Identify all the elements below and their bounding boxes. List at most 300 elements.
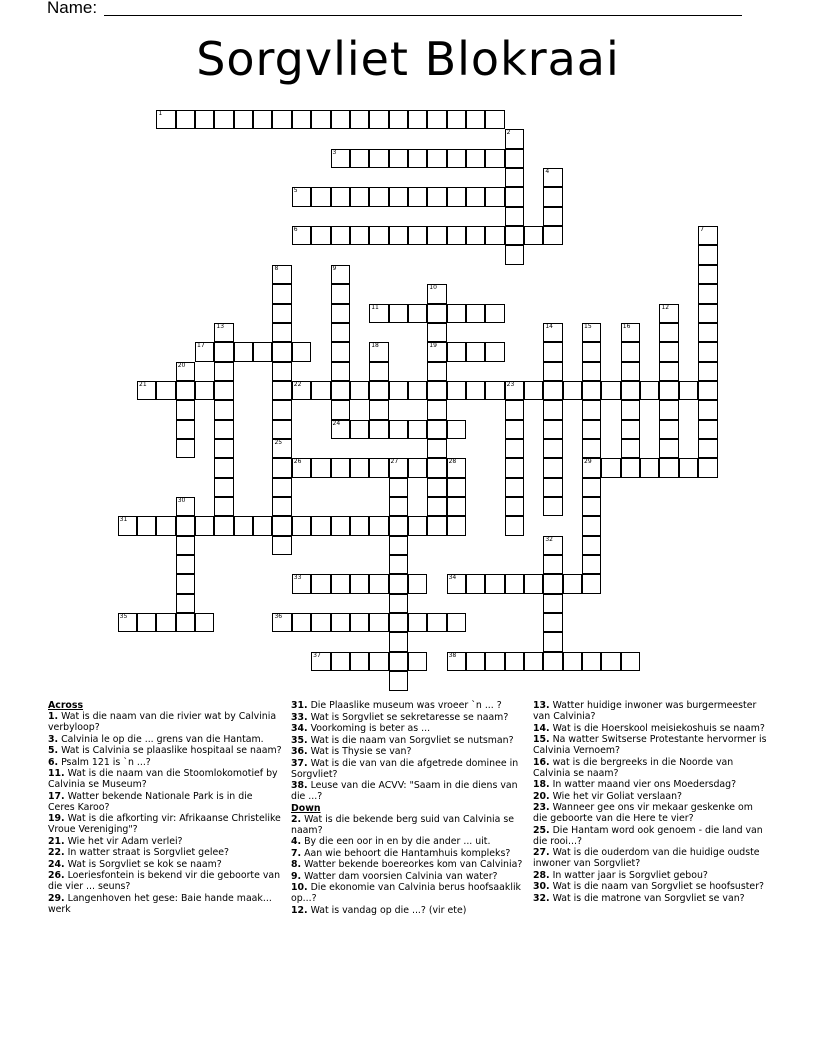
grid-cell[interactable]: [466, 304, 485, 323]
grid-cell[interactable]: [698, 439, 717, 458]
grid-cell[interactable]: [524, 226, 543, 245]
grid-cell[interactable]: [582, 362, 601, 381]
grid-cell[interactable]: [331, 420, 350, 439]
grid-cell[interactable]: [427, 497, 446, 516]
grid-cell[interactable]: [659, 342, 678, 361]
grid-cell[interactable]: [427, 304, 446, 323]
grid-cell[interactable]: [137, 516, 156, 535]
grid-cell[interactable]: [176, 555, 195, 574]
grid-cell[interactable]: [311, 187, 330, 206]
grid-cell[interactable]: [582, 478, 601, 497]
grid-cell[interactable]: [369, 381, 388, 400]
grid-cell[interactable]: [543, 555, 562, 574]
grid-cell[interactable]: [427, 284, 446, 303]
grid-cell[interactable]: [659, 420, 678, 439]
grid-cell[interactable]: [176, 497, 195, 516]
grid-cell[interactable]: [389, 574, 408, 593]
grid-cell[interactable]: [543, 362, 562, 381]
grid-cell[interactable]: [195, 613, 214, 632]
grid-cell[interactable]: [156, 613, 175, 632]
grid-cell[interactable]: [331, 187, 350, 206]
grid-cell[interactable]: [698, 304, 717, 323]
grid-cell[interactable]: [505, 149, 524, 168]
grid-cell[interactable]: [272, 265, 291, 284]
grid-cell[interactable]: [350, 149, 369, 168]
grid-cell[interactable]: [176, 439, 195, 458]
grid-cell[interactable]: [331, 574, 350, 593]
grid-cell[interactable]: [118, 613, 137, 632]
grid-cell[interactable]: [311, 458, 330, 477]
grid-cell[interactable]: [427, 362, 446, 381]
grid-cell[interactable]: [292, 342, 311, 361]
grid-cell[interactable]: [369, 304, 388, 323]
grid-cell[interactable]: [176, 574, 195, 593]
grid-cell[interactable]: [659, 458, 678, 477]
grid-cell[interactable]: [369, 574, 388, 593]
grid-cell[interactable]: [176, 613, 195, 632]
grid-cell[interactable]: [621, 458, 640, 477]
grid-cell[interactable]: [369, 187, 388, 206]
grid-cell[interactable]: [698, 245, 717, 264]
grid-cell[interactable]: [118, 516, 137, 535]
grid-cell[interactable]: [214, 110, 233, 129]
grid-cell[interactable]: [214, 342, 233, 361]
grid-cell[interactable]: [427, 478, 446, 497]
grid-cell[interactable]: [331, 284, 350, 303]
grid-cell[interactable]: [427, 458, 446, 477]
grid-cell[interactable]: [214, 420, 233, 439]
grid-cell[interactable]: [389, 149, 408, 168]
grid-cell[interactable]: [292, 574, 311, 593]
grid-cell[interactable]: [369, 362, 388, 381]
grid-cell[interactable]: [234, 110, 253, 129]
grid-cell[interactable]: [582, 497, 601, 516]
grid-cell[interactable]: [214, 516, 233, 535]
grid-cell[interactable]: [369, 226, 388, 245]
grid-cell[interactable]: [543, 323, 562, 342]
grid-cell[interactable]: [659, 362, 678, 381]
grid-cell[interactable]: [427, 110, 446, 129]
grid-cell[interactable]: [505, 497, 524, 516]
grid-cell[interactable]: [272, 497, 291, 516]
grid-cell[interactable]: [311, 110, 330, 129]
grid-cell[interactable]: [524, 574, 543, 593]
grid-cell[interactable]: [427, 323, 446, 342]
grid-cell[interactable]: [331, 400, 350, 419]
grid-cell[interactable]: [427, 400, 446, 419]
grid-cell[interactable]: [234, 342, 253, 361]
grid-cell[interactable]: [447, 497, 466, 516]
grid-cell[interactable]: [331, 226, 350, 245]
grid-cell[interactable]: [272, 323, 291, 342]
grid-cell[interactable]: [389, 110, 408, 129]
grid-cell[interactable]: [389, 304, 408, 323]
grid-cell[interactable]: [311, 381, 330, 400]
grid-cell[interactable]: [389, 632, 408, 651]
grid-cell[interactable]: [543, 652, 562, 671]
grid-cell[interactable]: [505, 439, 524, 458]
grid-cell[interactable]: [331, 110, 350, 129]
grid-cell[interactable]: [214, 400, 233, 419]
grid-cell[interactable]: [505, 420, 524, 439]
grid-cell[interactable]: [176, 594, 195, 613]
grid-cell[interactable]: [505, 226, 524, 245]
grid-cell[interactable]: [447, 342, 466, 361]
grid-cell[interactable]: [408, 187, 427, 206]
grid-cell[interactable]: [214, 458, 233, 477]
grid-cell[interactable]: [176, 110, 195, 129]
grid-cell[interactable]: [156, 110, 175, 129]
grid-cell[interactable]: [543, 536, 562, 555]
grid-cell[interactable]: [466, 381, 485, 400]
grid-cell[interactable]: [447, 420, 466, 439]
grid-cell[interactable]: [408, 613, 427, 632]
grid-cell[interactable]: [698, 381, 717, 400]
grid-cell[interactable]: [466, 187, 485, 206]
grid-cell[interactable]: [505, 168, 524, 187]
grid-cell[interactable]: [389, 671, 408, 690]
grid-cell[interactable]: [543, 420, 562, 439]
grid-cell[interactable]: [408, 381, 427, 400]
grid-cell[interactable]: [427, 342, 446, 361]
grid-cell[interactable]: [214, 478, 233, 497]
grid-cell[interactable]: [331, 265, 350, 284]
grid-cell[interactable]: [350, 226, 369, 245]
grid-cell[interactable]: [369, 458, 388, 477]
grid-cell[interactable]: [272, 110, 291, 129]
grid-cell[interactable]: [582, 381, 601, 400]
grid-cell[interactable]: [253, 516, 272, 535]
grid-cell[interactable]: [485, 110, 504, 129]
grid-cell[interactable]: [640, 381, 659, 400]
grid-cell[interactable]: [350, 187, 369, 206]
grid-cell[interactable]: [292, 381, 311, 400]
grid-cell[interactable]: [350, 652, 369, 671]
grid-cell[interactable]: [698, 265, 717, 284]
grid-cell[interactable]: [176, 381, 195, 400]
grid-cell[interactable]: [582, 342, 601, 361]
grid-cell[interactable]: [331, 652, 350, 671]
grid-cell[interactable]: [447, 381, 466, 400]
grid-cell[interactable]: [447, 613, 466, 632]
grid-cell[interactable]: [389, 497, 408, 516]
grid-cell[interactable]: [311, 516, 330, 535]
grid-cell[interactable]: [427, 149, 446, 168]
grid-cell[interactable]: [679, 381, 698, 400]
grid-cell[interactable]: [350, 516, 369, 535]
grid-cell[interactable]: [331, 342, 350, 361]
grid-cell[interactable]: [621, 420, 640, 439]
grid-cell[interactable]: [176, 362, 195, 381]
grid-cell[interactable]: [253, 110, 272, 129]
grid-cell[interactable]: [369, 400, 388, 419]
grid-cell[interactable]: [176, 536, 195, 555]
grid-cell[interactable]: [331, 323, 350, 342]
grid-cell[interactable]: [698, 420, 717, 439]
grid-cell[interactable]: [698, 400, 717, 419]
grid-cell[interactable]: [408, 420, 427, 439]
grid-cell[interactable]: [331, 381, 350, 400]
grid-cell[interactable]: [389, 478, 408, 497]
grid-cell[interactable]: [524, 381, 543, 400]
grid-cell[interactable]: [272, 420, 291, 439]
grid-cell[interactable]: [195, 381, 214, 400]
grid-cell[interactable]: [389, 555, 408, 574]
grid-cell[interactable]: [582, 652, 601, 671]
grid-cell[interactable]: [389, 652, 408, 671]
grid-cell[interactable]: [272, 342, 291, 361]
grid-cell[interactable]: [447, 516, 466, 535]
grid-cell[interactable]: [369, 342, 388, 361]
grid-cell[interactable]: [543, 613, 562, 632]
grid-cell[interactable]: [543, 187, 562, 206]
grid-cell[interactable]: [389, 381, 408, 400]
grid-cell[interactable]: [543, 439, 562, 458]
grid-cell[interactable]: [427, 381, 446, 400]
grid-cell[interactable]: [543, 207, 562, 226]
grid-cell[interactable]: [447, 110, 466, 129]
grid-cell[interactable]: [466, 110, 485, 129]
grid-cell[interactable]: [698, 458, 717, 477]
grid-cell[interactable]: [311, 652, 330, 671]
grid-cell[interactable]: [698, 323, 717, 342]
grid-cell[interactable]: [214, 381, 233, 400]
grid-cell[interactable]: [659, 304, 678, 323]
grid-cell[interactable]: [505, 187, 524, 206]
grid-cell[interactable]: [272, 362, 291, 381]
grid-cell[interactable]: [253, 342, 272, 361]
grid-cell[interactable]: [505, 381, 524, 400]
grid-cell[interactable]: [582, 439, 601, 458]
grid-cell[interactable]: [582, 555, 601, 574]
grid-cell[interactable]: [156, 516, 175, 535]
grid-cell[interactable]: [563, 652, 582, 671]
grid-cell[interactable]: [466, 342, 485, 361]
grid-cell[interactable]: [582, 323, 601, 342]
grid-cell[interactable]: [272, 478, 291, 497]
grid-cell[interactable]: [640, 458, 659, 477]
grid-cell[interactable]: [389, 536, 408, 555]
grid-cell[interactable]: [389, 594, 408, 613]
grid-cell[interactable]: [659, 323, 678, 342]
grid-cell[interactable]: [543, 226, 562, 245]
grid-cell[interactable]: [292, 226, 311, 245]
grid-cell[interactable]: [543, 458, 562, 477]
grid-cell[interactable]: [621, 362, 640, 381]
grid-cell[interactable]: [389, 187, 408, 206]
grid-cell[interactable]: [698, 342, 717, 361]
grid-cell[interactable]: [659, 400, 678, 419]
grid-cell[interactable]: [234, 516, 253, 535]
grid-cell[interactable]: [582, 516, 601, 535]
grid-cell[interactable]: [369, 420, 388, 439]
grid-cell[interactable]: [137, 613, 156, 632]
grid-cell[interactable]: [543, 478, 562, 497]
grid-cell[interactable]: [621, 342, 640, 361]
grid-cell[interactable]: [176, 420, 195, 439]
grid-cell[interactable]: [427, 420, 446, 439]
grid-cell[interactable]: [505, 574, 524, 593]
grid-cell[interactable]: [408, 574, 427, 593]
grid-cell[interactable]: [621, 439, 640, 458]
grid-cell[interactable]: [582, 458, 601, 477]
grid-cell[interactable]: [427, 226, 446, 245]
grid-cell[interactable]: [350, 458, 369, 477]
grid-cell[interactable]: [543, 381, 562, 400]
grid-cell[interactable]: [505, 652, 524, 671]
grid-cell[interactable]: [214, 323, 233, 342]
grid-cell[interactable]: [601, 381, 620, 400]
grid-cell[interactable]: [292, 613, 311, 632]
grid-cell[interactable]: [543, 400, 562, 419]
grid-cell[interactable]: [447, 478, 466, 497]
grid-cell[interactable]: [621, 381, 640, 400]
grid-cell[interactable]: [466, 226, 485, 245]
grid-cell[interactable]: [447, 652, 466, 671]
grid-cell[interactable]: [447, 304, 466, 323]
grid-cell[interactable]: [679, 458, 698, 477]
grid-cell[interactable]: [485, 652, 504, 671]
grid-cell[interactable]: [292, 516, 311, 535]
grid-cell[interactable]: [543, 594, 562, 613]
grid-cell[interactable]: [195, 516, 214, 535]
grid-cell[interactable]: [466, 652, 485, 671]
grid-cell[interactable]: [447, 149, 466, 168]
grid-cell[interactable]: [601, 652, 620, 671]
grid-cell[interactable]: [601, 458, 620, 477]
grid-cell[interactable]: [272, 304, 291, 323]
grid-cell[interactable]: [331, 516, 350, 535]
grid-cell[interactable]: [272, 458, 291, 477]
grid-cell[interactable]: [369, 516, 388, 535]
grid-cell[interactable]: [311, 613, 330, 632]
grid-cell[interactable]: [582, 574, 601, 593]
grid-cell[interactable]: [350, 110, 369, 129]
grid-cell[interactable]: [272, 516, 291, 535]
grid-cell[interactable]: [485, 226, 504, 245]
grid-cell[interactable]: [427, 187, 446, 206]
grid-cell[interactable]: [621, 400, 640, 419]
grid-cell[interactable]: [408, 304, 427, 323]
grid-cell[interactable]: [698, 284, 717, 303]
grid-cell[interactable]: [447, 187, 466, 206]
grid-cell[interactable]: [582, 400, 601, 419]
grid-cell[interactable]: [447, 574, 466, 593]
grid-cell[interactable]: [195, 342, 214, 361]
grid-cell[interactable]: [369, 110, 388, 129]
grid-cell[interactable]: [563, 381, 582, 400]
grid-cell[interactable]: [408, 110, 427, 129]
grid-cell[interactable]: [350, 381, 369, 400]
grid-cell[interactable]: [292, 458, 311, 477]
grid-cell[interactable]: [485, 149, 504, 168]
grid-cell[interactable]: [389, 226, 408, 245]
grid-cell[interactable]: [485, 381, 504, 400]
grid-cell[interactable]: [543, 632, 562, 651]
grid-cell[interactable]: [485, 574, 504, 593]
grid-cell[interactable]: [698, 226, 717, 245]
grid-cell[interactable]: [272, 400, 291, 419]
grid-cell[interactable]: [369, 149, 388, 168]
grid-cell[interactable]: [427, 516, 446, 535]
grid-cell[interactable]: [505, 207, 524, 226]
grid-cell[interactable]: [505, 245, 524, 264]
grid-cell[interactable]: [524, 652, 543, 671]
grid-cell[interactable]: [350, 613, 369, 632]
grid-cell[interactable]: [195, 110, 214, 129]
grid-cell[interactable]: [408, 458, 427, 477]
grid-cell[interactable]: [485, 342, 504, 361]
grid-cell[interactable]: [137, 381, 156, 400]
grid-cell[interactable]: [389, 420, 408, 439]
grid-cell[interactable]: [311, 574, 330, 593]
grid-cell[interactable]: [466, 574, 485, 593]
grid-cell[interactable]: [505, 478, 524, 497]
grid-cell[interactable]: [447, 458, 466, 477]
grid-cell[interactable]: [331, 362, 350, 381]
grid-cell[interactable]: [176, 516, 195, 535]
grid-cell[interactable]: [272, 381, 291, 400]
grid-cell[interactable]: [369, 613, 388, 632]
grid-cell[interactable]: [350, 574, 369, 593]
grid-cell[interactable]: [505, 129, 524, 148]
grid-cell[interactable]: [582, 536, 601, 555]
grid-cell[interactable]: [563, 574, 582, 593]
grid-cell[interactable]: [272, 439, 291, 458]
grid-cell[interactable]: [505, 516, 524, 535]
grid-cell[interactable]: [156, 381, 175, 400]
grid-cell[interactable]: [350, 420, 369, 439]
grid-cell[interactable]: [214, 497, 233, 516]
grid-cell[interactable]: [485, 304, 504, 323]
grid-cell[interactable]: [311, 226, 330, 245]
grid-cell[interactable]: [214, 439, 233, 458]
grid-cell[interactable]: [543, 497, 562, 516]
grid-cell[interactable]: [505, 400, 524, 419]
grid-cell[interactable]: [621, 652, 640, 671]
grid-cell[interactable]: [408, 149, 427, 168]
grid-cell[interactable]: [331, 304, 350, 323]
grid-cell[interactable]: [427, 439, 446, 458]
grid-cell[interactable]: [408, 516, 427, 535]
grid-cell[interactable]: [659, 381, 678, 400]
grid-cell[interactable]: [582, 420, 601, 439]
grid-cell[interactable]: [272, 613, 291, 632]
grid-cell[interactable]: [447, 226, 466, 245]
grid-cell[interactable]: [466, 149, 485, 168]
grid-cell[interactable]: [292, 110, 311, 129]
grid-cell[interactable]: [543, 168, 562, 187]
grid-cell[interactable]: [543, 574, 562, 593]
grid-cell[interactable]: [698, 362, 717, 381]
grid-cell[interactable]: [543, 342, 562, 361]
grid-cell[interactable]: [272, 536, 291, 555]
grid-cell[interactable]: [292, 187, 311, 206]
grid-cell[interactable]: [485, 187, 504, 206]
grid-cell[interactable]: [369, 652, 388, 671]
grid-cell[interactable]: [408, 652, 427, 671]
grid-cell[interactable]: [505, 458, 524, 477]
grid-cell[interactable]: [389, 458, 408, 477]
grid-cell[interactable]: [331, 613, 350, 632]
grid-cell[interactable]: [331, 458, 350, 477]
grid-cell[interactable]: [389, 613, 408, 632]
grid-cell[interactable]: [408, 226, 427, 245]
grid-cell[interactable]: [389, 516, 408, 535]
grid-cell[interactable]: [272, 284, 291, 303]
grid-cell[interactable]: [659, 439, 678, 458]
grid-cell[interactable]: [621, 323, 640, 342]
